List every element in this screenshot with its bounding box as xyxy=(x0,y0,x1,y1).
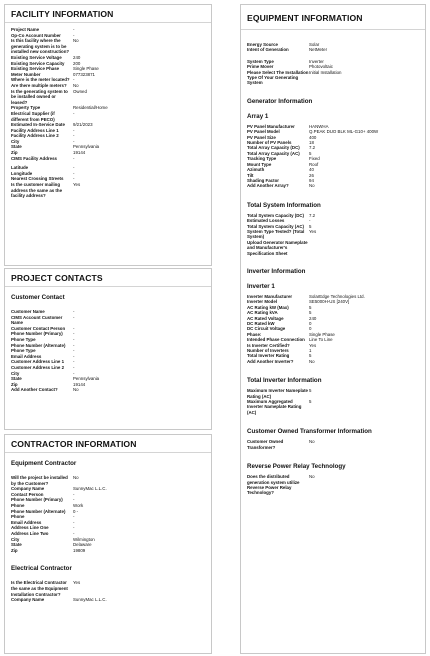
customer-contact-heading: Customer Contact xyxy=(11,294,65,301)
contractor-information-panel xyxy=(4,434,212,654)
field-label: Company Name xyxy=(11,597,45,603)
field-label: Where is the meter located? xyxy=(11,77,70,83)
array-rows xyxy=(241,124,425,189)
field-label: Upload Generator Nameplate and Manufacturer's Specification Sheet xyxy=(247,239,308,256)
total-system-heading: Total System Information xyxy=(247,201,321,209)
field-label: Is the customer mailing address the same as the facility address? xyxy=(11,182,63,199)
field-label: Latitude xyxy=(11,165,29,171)
field-label: State xyxy=(11,376,22,382)
field-label: AC Rating kVA xyxy=(247,310,278,316)
total-inverter-rows xyxy=(241,388,425,415)
field-value: - xyxy=(73,314,75,320)
field-value: - xyxy=(73,497,75,503)
field-value: Inverter xyxy=(309,58,324,64)
field-label: City xyxy=(11,370,20,376)
field-label: Number of PV Panels xyxy=(247,140,292,146)
field-label: Customer Address Line 2 xyxy=(11,364,65,370)
field-value: - xyxy=(73,77,75,83)
contacts-title: PROJECT CONTACTS xyxy=(5,269,211,287)
field-label: Address Line One xyxy=(11,525,49,531)
facility-location-rows xyxy=(5,161,211,199)
field-label: Phase: xyxy=(247,331,262,337)
field-value: 7.2 xyxy=(309,212,316,218)
field-row xyxy=(247,240,419,256)
field-value: - xyxy=(73,127,75,133)
field-label: Nearest Crossing Streets xyxy=(11,176,64,182)
field-value: - xyxy=(73,133,75,139)
inverter-information-heading: Inverter Information xyxy=(247,267,306,275)
field-label: Phone xyxy=(11,502,25,508)
field-label: System Type xyxy=(247,58,274,64)
field-row xyxy=(11,315,205,326)
field-label: DC Circuit Voltage xyxy=(247,326,286,332)
electrical-contractor-rows xyxy=(5,580,211,602)
field-value: - xyxy=(73,336,75,342)
field-row xyxy=(11,387,205,393)
field-row xyxy=(247,229,419,240)
inverter-rows xyxy=(241,294,425,364)
field-label: Add Another Contact? xyxy=(11,387,58,393)
field-value: SunnyMac L.L.C. xyxy=(73,597,107,603)
field-value: - xyxy=(73,176,75,182)
field-label: Azimuth xyxy=(247,167,265,173)
field-value: - xyxy=(73,32,75,38)
field-value: Pennsylvania xyxy=(73,144,100,150)
field-value: Q.PEAK DUO BLK ML-G10+ 400W xyxy=(309,129,379,135)
field-label: Phone Number (Primary) xyxy=(11,331,63,337)
field-label: Company Name xyxy=(11,486,45,492)
field-label: Op-Co Account Number xyxy=(11,32,61,38)
field-label: Zip xyxy=(11,381,18,387)
field-value: 19809 xyxy=(73,547,86,553)
field-row xyxy=(11,156,205,162)
field-value: 9/21/2023 xyxy=(73,122,93,128)
field-label: Is Inverter Certified? xyxy=(247,342,290,348)
field-value: - xyxy=(73,525,75,531)
field-label: Phone Type xyxy=(11,336,36,342)
field-label: PV Panel Manufacturer xyxy=(247,123,295,129)
field-value: 19144 xyxy=(73,150,86,156)
field-row xyxy=(11,580,205,597)
field-value: Yes xyxy=(73,580,81,586)
equipment-contractor-rows xyxy=(5,475,211,553)
facility-information-panel xyxy=(4,4,212,266)
transformer-heading: Customer Owned Transformer Information xyxy=(247,428,372,436)
equipment-information-panel xyxy=(240,4,426,654)
equipment-contractor-heading: Equipment Contractor xyxy=(11,460,77,467)
field-label: Maximum Inverter Nameplate Rating (AC) xyxy=(247,388,309,399)
field-row xyxy=(11,111,205,122)
field-label: Please Select The Installation Type Of Your Generating System xyxy=(247,69,309,86)
field-value: 5 xyxy=(309,304,312,310)
field-value: 240 xyxy=(73,54,81,60)
system-type-rows xyxy=(241,53,425,86)
field-value: 7.2 xyxy=(309,145,316,151)
field-label: Estimated In-Service Date xyxy=(11,122,65,128)
field-value: 19144 xyxy=(73,381,86,387)
field-label: Maximum Aggregated Inverter Nameplate Rating (AC) xyxy=(247,399,302,415)
field-value: - xyxy=(73,342,75,348)
field-value: No xyxy=(309,439,315,445)
field-value: - xyxy=(73,331,75,337)
field-row xyxy=(247,474,419,496)
field-value: - xyxy=(73,359,75,365)
field-label: Tracking Type xyxy=(247,156,277,162)
field-value: - xyxy=(73,353,75,359)
field-value: Yes xyxy=(309,228,317,234)
field-label: Total System Capacity (DC) xyxy=(247,212,305,218)
field-value: 94 xyxy=(309,177,314,183)
field-value: 5 xyxy=(309,310,312,316)
field-label: Zip xyxy=(11,547,18,553)
field-label: State xyxy=(11,144,22,150)
field-label: Phone Number (Primary) xyxy=(11,497,63,503)
field-label: Is the generating system to be installed owned or leased? xyxy=(11,88,68,105)
contact-rows xyxy=(5,309,211,393)
field-row xyxy=(11,38,205,55)
field-value: SolarEdge Technologies Ltd. xyxy=(309,293,365,299)
field-value: Initial Installation xyxy=(309,69,342,75)
field-label: Existing Service Capacity xyxy=(11,60,65,66)
field-label: Intended Phase Connection xyxy=(247,337,305,343)
field-label: Total Array Capacity (DC) xyxy=(247,145,300,151)
field-row xyxy=(247,70,419,86)
contractor-title: CONTRACTOR INFORMATION xyxy=(5,435,211,453)
field-value: 26 xyxy=(309,172,314,178)
field-row xyxy=(247,359,419,364)
field-value: No xyxy=(309,474,315,480)
field-label: Total System Capacity (AC) xyxy=(247,223,305,229)
field-value: 5 xyxy=(309,223,312,229)
transformer-rows xyxy=(241,439,425,450)
field-value: - xyxy=(73,27,75,32)
field-label: Add Another Array? xyxy=(247,183,289,189)
field-value: Line To Line xyxy=(309,337,333,343)
field-value: 077323871 xyxy=(73,71,95,77)
field-row xyxy=(11,182,205,199)
field-value: 0 xyxy=(309,321,312,326)
field-value: No xyxy=(73,38,79,44)
generator-information-heading: Generator Information xyxy=(247,97,313,105)
field-label: Phone Number (Alternate) xyxy=(11,508,66,514)
equipment-title: EQUIPMENT INFORMATION xyxy=(241,5,425,30)
field-value: No xyxy=(73,475,79,480)
field-value: - xyxy=(73,165,75,171)
field-value: Delaware xyxy=(73,542,92,548)
field-label: Address Line Two xyxy=(11,530,49,536)
field-value: - xyxy=(73,348,75,354)
project-contacts-panel xyxy=(4,268,212,430)
field-label: Total Inverter Rating xyxy=(247,353,290,359)
field-value: Yes xyxy=(73,182,81,188)
field-label: AC Rated Voltage xyxy=(247,315,284,321)
field-label: Energy Source xyxy=(247,42,278,47)
field-label: Phone xyxy=(11,514,25,520)
total-inverter-heading: Total Inverter Information xyxy=(247,377,322,385)
field-label: City xyxy=(11,536,20,542)
field-row xyxy=(247,183,419,188)
field-value: Single Phase xyxy=(73,66,99,72)
field-value: No xyxy=(309,358,315,364)
field-value: 200 xyxy=(73,60,81,66)
field-label: CIMS Account Customer Name xyxy=(11,314,63,326)
field-value: - xyxy=(73,155,75,161)
field-label: Customer Address Line 1 xyxy=(11,359,65,365)
field-value: 40 xyxy=(309,167,314,173)
field-value: 0 xyxy=(309,326,312,332)
field-label: Electrical Supplier (if different from PECO) xyxy=(11,110,55,122)
field-value: - xyxy=(73,110,75,116)
field-value: Solar xyxy=(309,42,320,47)
field-label: Email Address xyxy=(11,519,42,525)
field-value: 0 - xyxy=(73,508,79,514)
energy-source-rows xyxy=(241,30,425,53)
field-value: - xyxy=(73,364,75,370)
array-1-heading: Array 1 xyxy=(247,112,269,120)
field-label: Number of Inverters xyxy=(247,348,289,354)
field-value: SE5000H-US [240V] xyxy=(309,299,350,305)
total-system-rows xyxy=(241,213,425,256)
field-value: - xyxy=(73,491,75,497)
field-label: Project Name xyxy=(11,27,40,32)
field-value: NetMeter xyxy=(309,47,328,53)
field-value: - xyxy=(73,309,75,314)
field-label: PV Panel Model xyxy=(247,129,280,135)
field-value: Fixed xyxy=(309,156,320,162)
field-label: Facility Address Line 2 xyxy=(11,133,59,139)
field-label: Are there multiple meters? xyxy=(11,82,67,88)
field-row xyxy=(11,475,205,486)
field-label: Phone Number (Alternate) xyxy=(11,342,66,348)
field-value: No xyxy=(73,387,79,393)
inverter-1-heading: Inverter 1 xyxy=(247,282,275,290)
reverse-power-rows xyxy=(241,474,425,496)
field-value: - xyxy=(73,138,75,144)
field-label: Contact Person xyxy=(11,491,44,497)
field-value: - xyxy=(73,514,75,520)
field-value: HANWHA xyxy=(309,123,329,129)
field-label: Shading Factor xyxy=(247,177,279,183)
field-label: Will the project be installed by the Customer? xyxy=(11,475,68,486)
facility-rows xyxy=(5,23,211,161)
field-value: - xyxy=(73,170,75,176)
reverse-power-heading: Reverse Power Relay Technology xyxy=(247,463,346,471)
field-label: City xyxy=(11,138,20,144)
field-label: Facility Address Line 1 xyxy=(11,127,59,133)
field-value: Pennsylvania xyxy=(73,376,100,382)
field-label: Meter Number xyxy=(11,71,41,77)
field-label: Prime Mover xyxy=(247,64,274,70)
field-label: System Type Tested? (Total System) xyxy=(247,228,305,240)
field-label: Intent of Generation xyxy=(247,47,289,53)
field-row xyxy=(247,47,419,52)
field-row xyxy=(247,399,419,415)
field-value: Residential/Home xyxy=(73,105,108,111)
field-label: CIMS Facility Address xyxy=(11,155,57,161)
field-label: Inverter Manufacturer xyxy=(247,293,293,299)
field-row xyxy=(247,439,419,450)
field-value: Roof xyxy=(309,161,319,167)
field-row xyxy=(247,388,419,399)
field-label: Add Another Inverter? xyxy=(247,358,294,364)
field-value: 240 xyxy=(309,315,317,321)
field-label: Is this facility where the generating system is to be installed new construction? xyxy=(11,38,70,55)
field-label: Estimated Losses xyxy=(247,218,285,224)
field-value: 1 xyxy=(309,348,312,354)
field-label: PV Panel Size xyxy=(247,134,276,140)
field-value: - xyxy=(73,530,75,536)
field-label: Customer Name xyxy=(11,309,45,314)
field-value: 18 xyxy=(309,140,314,146)
field-label: Mount Type xyxy=(247,161,272,167)
field-value: 5 xyxy=(309,150,312,156)
field-label: Property Type xyxy=(11,105,41,111)
field-label: Total Array Capacity (AC) xyxy=(247,150,300,156)
field-value: Photovoltaic xyxy=(309,64,333,70)
field-value: Wilmington xyxy=(73,536,95,542)
field-label: Inverter Model xyxy=(247,299,278,305)
field-value: Yes xyxy=(309,342,317,348)
field-label: Longitude xyxy=(11,170,33,176)
field-value: - xyxy=(73,325,75,331)
field-value: - xyxy=(73,370,75,376)
electrical-contractor-heading: Electrical Contractor xyxy=(11,565,72,573)
field-label: Customer Contact Person xyxy=(11,325,66,331)
field-value: SunnyMac L.L.C. xyxy=(73,486,107,492)
facility-title: FACILITY INFORMATION xyxy=(5,5,211,23)
field-value: Owned xyxy=(73,88,87,94)
field-value: Single Phase xyxy=(309,331,335,337)
field-label: DC Rated kW xyxy=(247,321,275,326)
field-value: No xyxy=(309,183,315,189)
field-row xyxy=(11,597,205,603)
field-label: Email Address xyxy=(11,353,42,359)
field-row xyxy=(11,548,205,554)
field-value: Work xyxy=(73,502,84,508)
field-label: Customer Owned Transformer? xyxy=(247,439,284,450)
field-label: Is the Electrical Contractor the same as the Equipment Installation Contractor? xyxy=(11,580,68,597)
field-label: Existing Service Phase xyxy=(11,66,60,72)
field-label: State xyxy=(11,542,22,548)
field-value: 5 xyxy=(309,353,312,359)
field-value: 5 xyxy=(309,388,312,394)
field-label: Existing Service Voltage xyxy=(11,54,62,60)
field-label: Tilt xyxy=(247,172,254,178)
field-value: - xyxy=(73,519,75,525)
field-value: No xyxy=(73,82,79,88)
field-value: 5 xyxy=(309,399,312,405)
field-label: Does the distributed generation system utilize Reverse Power Relay Technology? xyxy=(247,474,300,496)
field-label: Phone Type xyxy=(11,348,36,354)
field-row xyxy=(11,89,205,106)
field-label: AC Rating kW (Max) xyxy=(247,304,289,310)
field-value xyxy=(309,240,419,256)
field-value: 400 xyxy=(309,134,317,140)
field-label: Zip xyxy=(11,150,18,156)
field-value: - xyxy=(309,218,311,224)
